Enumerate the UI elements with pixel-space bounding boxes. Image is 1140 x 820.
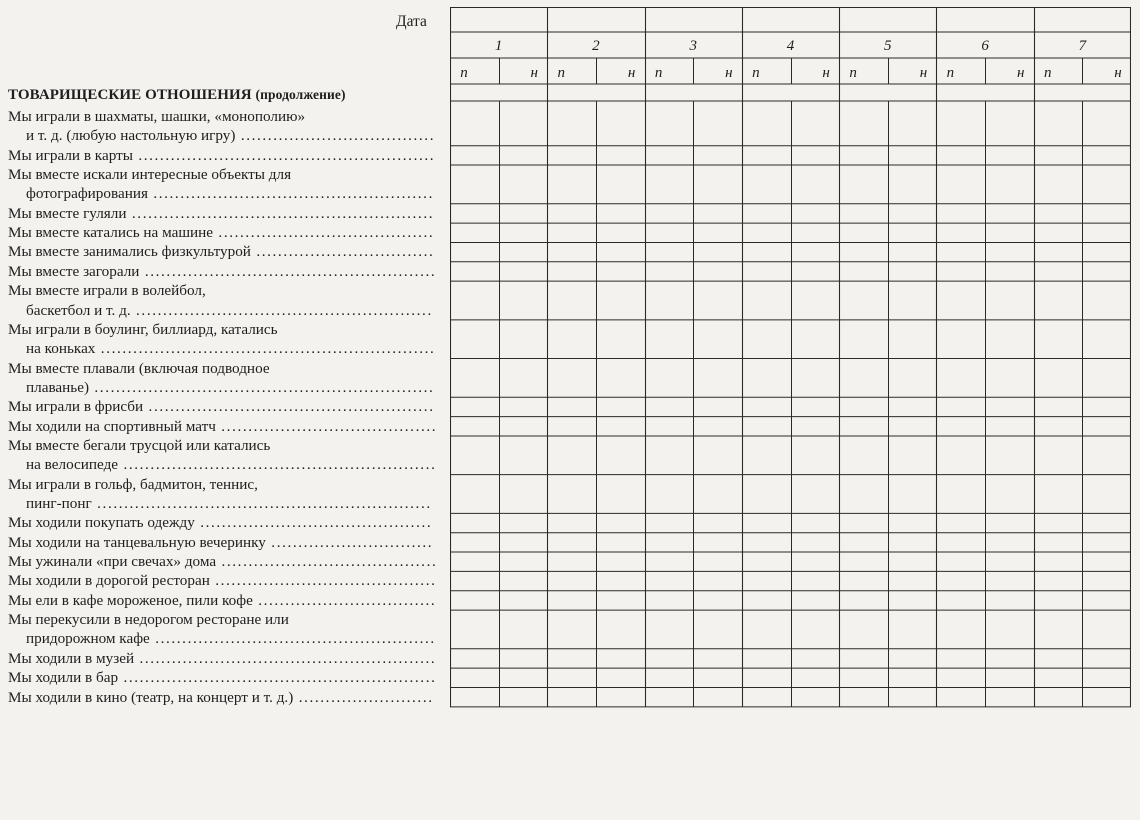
activity-line xyxy=(8,688,440,707)
activity-text: Мы ходили в дорогой ресторан xyxy=(8,572,210,590)
dot-leader: .......................................................... xyxy=(118,669,437,687)
activity-text: Мы играли в фрисби xyxy=(8,398,144,416)
activity-text: Мы вместе занимались физкультурой xyxy=(8,243,251,261)
activity-line xyxy=(8,436,440,455)
activity-line xyxy=(8,571,440,590)
sub-label-n: н xyxy=(1016,65,1025,81)
activity-line xyxy=(8,533,440,552)
sub-label-n: н xyxy=(725,65,733,81)
dot-leader: ........................................... xyxy=(194,514,433,532)
activity-text: придорожном кафе xyxy=(26,630,150,648)
sub-label-n: н xyxy=(530,65,539,81)
activity-text: Мы ходили в бар xyxy=(8,669,119,687)
section-title-suffix: (продолжение) xyxy=(255,87,346,102)
activity-line xyxy=(8,649,440,668)
activity-line xyxy=(26,126,440,145)
day-number: 1 xyxy=(494,38,503,54)
activity-text: Мы ели в кафе мороженое, пили кофе xyxy=(8,591,253,609)
activity-line xyxy=(8,204,440,223)
activity-text: Мы ходили покупать одежду xyxy=(8,514,195,532)
sub-label-p: п xyxy=(1043,65,1052,81)
dot-leader: ..................................................... xyxy=(143,398,435,416)
activity-text: Мы вместе бегали трусцой или катались xyxy=(8,436,271,454)
activity-text: баскетбол и т. д. xyxy=(26,301,131,319)
activity-line xyxy=(8,610,440,629)
activity-line xyxy=(26,494,440,513)
activity-text: Мы вместе загорали xyxy=(8,262,140,280)
activity-line xyxy=(26,184,440,203)
day-number: 3 xyxy=(689,38,697,54)
activity-line xyxy=(8,359,440,378)
activity-text: Мы ужинали «при свечах» дома xyxy=(8,553,217,571)
dot-leader: ........................................................ xyxy=(126,204,435,222)
day-number: 5 xyxy=(884,38,892,54)
activity-text: Мы вместе плавали (включая подводное xyxy=(8,359,270,377)
activity-line xyxy=(26,339,440,358)
activity-line xyxy=(8,417,440,436)
sub-label-p: п xyxy=(946,65,955,81)
activity-text: Мы перекусили в недорогом ресторане или xyxy=(8,611,289,629)
activity-text: Мы вместе искали интересные объекты для xyxy=(8,166,292,184)
sub-label-n: н xyxy=(919,65,928,81)
activity-line xyxy=(8,242,440,261)
activity-text: на коньках xyxy=(26,340,96,358)
day-number: 6 xyxy=(981,38,989,54)
activity-text: пинг-понг xyxy=(26,495,92,512)
day-number: 7 xyxy=(1078,38,1087,54)
sub-label-n: н xyxy=(1114,65,1122,81)
dot-leader: ................................. xyxy=(252,591,437,609)
activity-text: Мы ходили в кино (театр, на концерт и т. д.) xyxy=(8,688,294,706)
dot-leader: ............................................................... xyxy=(89,378,435,396)
dot-leader: ................................. xyxy=(250,243,435,261)
activity-line xyxy=(8,262,440,281)
activity-line xyxy=(8,591,440,610)
activity-text: Мы вместе играли в волейбол, xyxy=(8,282,206,300)
activity-text: Мы вместе гуляли xyxy=(8,204,127,222)
sub-label-n: н xyxy=(627,65,636,81)
activity-line xyxy=(26,629,440,648)
dot-leader: ....................................................... xyxy=(134,649,437,667)
dot-leader: .......................................................... xyxy=(118,456,437,474)
activity-text: на велосипеде xyxy=(26,456,119,474)
activity-line xyxy=(8,552,440,571)
dot-leader: ....................................................... xyxy=(132,146,436,164)
sub-label-p: п xyxy=(849,65,857,81)
activity-text: Мы играли в шахматы, шашки, «монополию» xyxy=(8,108,306,125)
activity-text: Мы играли в боулинг, биллиард, катались xyxy=(8,320,278,338)
activity-line xyxy=(26,378,440,397)
activity-text: Мы играли в карты xyxy=(8,146,133,164)
activity-text: Мы ходили в музей xyxy=(8,649,135,667)
activity-line xyxy=(26,301,440,320)
activity-line xyxy=(8,281,440,300)
section-title-main: ТОВАРИЩЕСКИЕ ОТНОШЕНИЯ xyxy=(8,87,252,103)
day-number: 2 xyxy=(592,38,600,54)
daily-grid xyxy=(450,7,1131,801)
date-label: Дата xyxy=(396,13,427,30)
activity-line xyxy=(8,513,440,532)
activity-line xyxy=(8,165,440,184)
dot-leader: ......................... xyxy=(293,688,434,706)
day-number: 4 xyxy=(786,38,795,54)
activity-text: и т. д. (любую настольную игру) xyxy=(26,127,236,145)
dot-leader: ........................................ xyxy=(213,224,435,242)
activity-line xyxy=(8,107,440,126)
activity-line xyxy=(8,668,440,687)
activity-line xyxy=(8,475,440,494)
dot-leader: ........................................ xyxy=(216,553,438,571)
sub-label-p: п xyxy=(460,65,468,81)
activity-text: Мы играли в гольф, бадмитон, теннис, xyxy=(8,475,258,493)
sub-label-p: п xyxy=(557,65,566,81)
dot-leader: .................................... xyxy=(235,127,436,145)
dot-leader: ......................................... xyxy=(209,572,437,590)
activity-text: фотографирования xyxy=(26,185,148,203)
activity-line xyxy=(8,320,440,339)
activity-text: Мы ходили на танцевальную вечеринку xyxy=(8,533,266,551)
activity-line xyxy=(26,455,440,474)
activity-line xyxy=(8,146,440,165)
dot-leader: .............................................................. xyxy=(95,340,436,358)
dot-leader: .............................. xyxy=(265,533,434,551)
activity-text: Мы вместе катались на машине xyxy=(8,224,214,242)
dot-leader: ....................................................... xyxy=(130,301,433,319)
dot-leader: .................................................... xyxy=(147,185,434,203)
sub-label-p: п xyxy=(654,65,663,81)
dot-leader: .................................................... xyxy=(149,630,436,648)
section-title xyxy=(8,87,346,104)
activity-text: Мы ходили на спортивный матч xyxy=(8,417,216,435)
sub-label-p: п xyxy=(752,65,760,81)
activity-line xyxy=(8,397,440,416)
dot-leader: ...................................................... xyxy=(139,262,437,280)
activity-text: плаванье) xyxy=(26,378,90,396)
dot-leader: ........................................ xyxy=(215,417,438,435)
sub-label-n: н xyxy=(822,65,830,81)
dot-leader: .............................................................. xyxy=(91,495,432,512)
activity-line xyxy=(8,223,440,242)
